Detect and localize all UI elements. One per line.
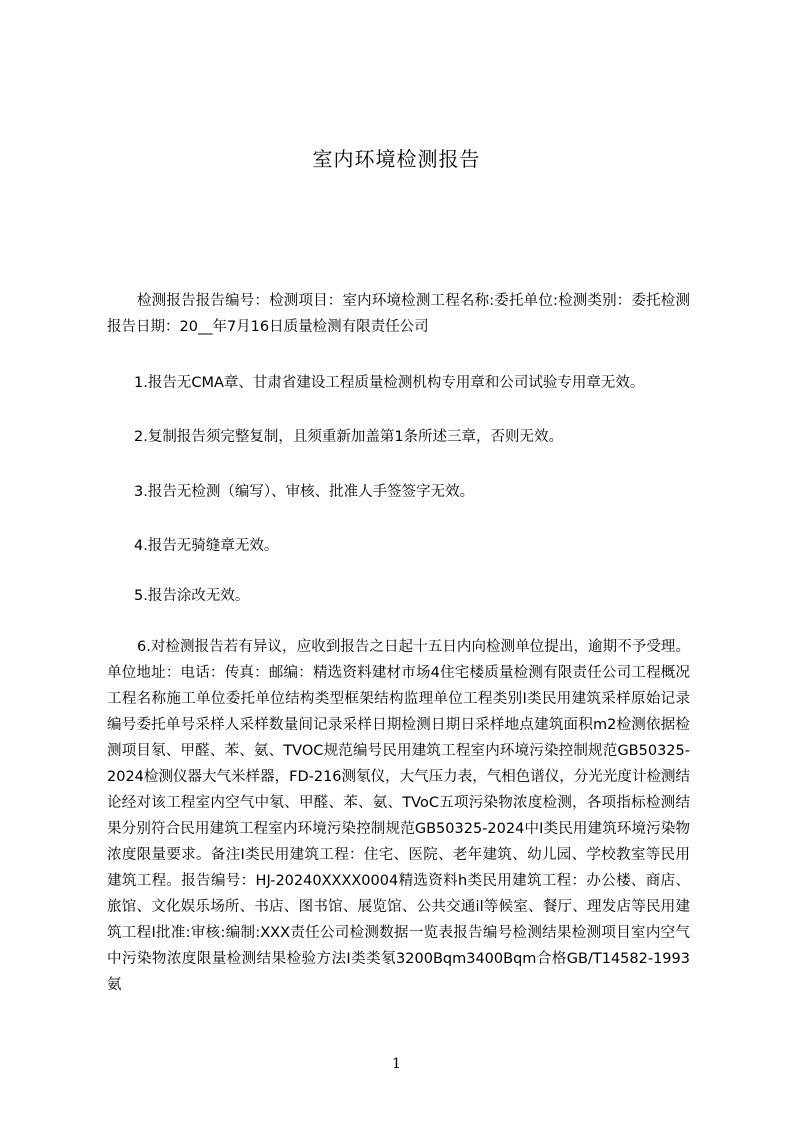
notice-item-2: 2.复制报告须完整复制，且须重新加盖第1条所述三章，否则无效。: [134, 429, 564, 445]
document-title: 室内环境检测报告: [312, 147, 481, 171]
notice-item-1: 1.报告无CMA章、甘肃省建设工程质量检测机构专用章和公司试验专用章无效。: [134, 375, 645, 391]
notice-item-6-details: 6.对检测报告若有异议，应收到报告之日起十五日内向检测单位提出，逾期不予受理。单位地址：电话：传真：邮编：精选资料建材市场4住宅楼质量检测有限责任公司工程概况工程名称施工单位委托单位结构类型框架结构监理单位工程类别Ⅰ类民用建筑采样原始记录编号委托单号采样人采样数量间记录采样日期检测日期日采样地点建筑面积m2检测依据检测项目氡、甲醛、苯、氨、TVOC规范编号民用建筑工程室内环境污染控制规范GB50325-2024检测仪器大气米样器，FD-216测氡仪，大气压力表，气相色谱仪，分光光度计检测结论经对该工程室内空气中氡、甲醛、苯、氨、TVoC五项污染物浓度检测，各项指标检测结果分别符合民用建筑工程室内环境污染控制规范GB50325-2024中Ⅰ类民用建筑环境污染物浓度限量要求。备注Ⅰ类民用建筑工程：住宅、医院、老年建筑、幼儿园、学校教室等民用建筑工程。报告编号：HJ-20240XXXX0004精选资料h类民用建筑工程：办公楼、商店、旅馆、文化娱乐场所、书店、图书馆、展览馆、公共交通il等候室、餐厅、理发店等民用建筑工程Ⅰ批准:审核:编制:XXX责任公司检测数据一览表报告编号检测结果检测项目室内空气中污染物浓度限量检测结果检验方法Ⅰ类类氡3200Bqm3400Bqm合格GB/T14582-1993氨: [107, 639, 690, 993]
notice-item-5: 5.报告涂改无效。: [134, 588, 250, 604]
page-number: 1: [392, 1056, 401, 1072]
intro-paragraph: 检测报告报告编号：检测项目：室内环境检测工程名称:委托单位:检测类别：委托检测报告日期：20__年7月16日质量检测有限责任公司: [107, 293, 690, 335]
notice-item-3: 3.报告无检测（编写）、审核、批准人手签签字无效。: [134, 484, 475, 500]
notice-item-4: 4.报告无骑缝章无效。: [134, 538, 279, 554]
